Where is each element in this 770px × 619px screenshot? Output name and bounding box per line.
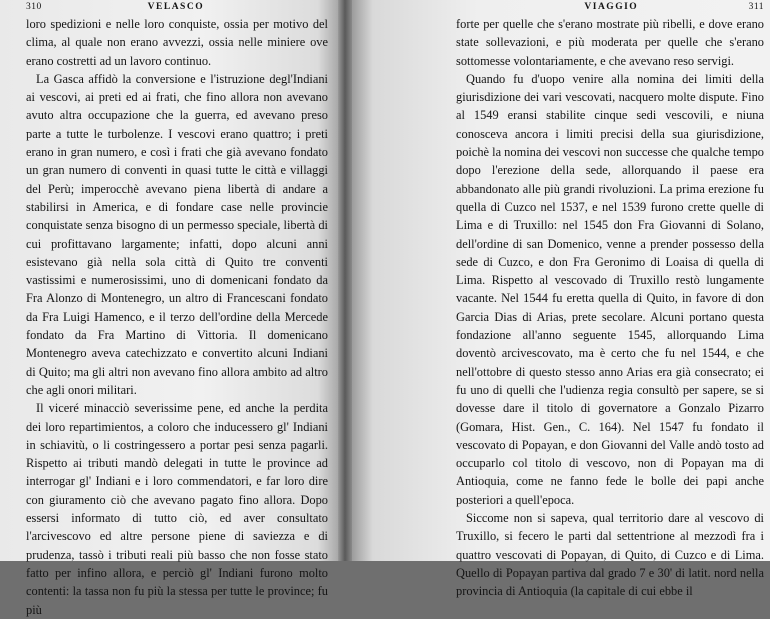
running-title: VIAGGIO	[584, 2, 639, 12]
right-page	[352, 0, 770, 599]
paragraph: Il viceré minacciò severissime pene, ed anche la perdita dei loro repartimientos, a coloro che inducessero gl' Indiani in schiavitù, o li costringessero a portar pesi senza pagarli. Rispetto ai tributi mandò delegati in tutte le province ad interrogar gl' Indiani e i loro commendatori, e far loro dire con giuramento ciò che avevano pagato fino allora. Dopo essersi informato di tutto ciò, ed aver consultato l'arcivescovo ed altre persone piene di saviezza e di prudenza, tassò i tributi reali più basso che non fosse stato fatto per infino allora, e perciò gl' Indiani furono molto contenti: la tassa non fu più la stessa per tutte le province; fu più	[26, 401, 328, 617]
paragraph: loro spedizioni e nelle loro conquiste, ossia per motivo del clima, al quale non erano avvezzi, ossia nelle miniere ove erano costretti ad un lavoro continuo.	[26, 17, 328, 68]
paragraph: Quando fu d'uopo venire alla nomina dei limiti della giurisdizione dei vari vescovati, nacquero molte dispute. Fino al 1549 eransi stabilite cinque sedi vescovili, e niuna conosceva ancora i limiti precisi della sua giurisdizione, poichè la nomina dei vescovi non successe che qualche tempo dopo l'erezione della sede, allorquando il paese era abbandonato alle più grandi rivoluzioni. La prima erezione fu quella di Cuzco nel 1537, e nel 1539 furono crette quelle di Lima e di Truxillo: nel 1545 don Fra Giovanni di Solano, dell'ordine di san Domenico, venne a prender possesso della sede di Cuzco, e don Fra Geronimo di Loaisa di quella di Lima. Rispetto al vescovado di Truxillo restò lungamente vacante. Nel 1544 fu eretta quella di Quito, in favore di don Garcia Dias di Arias, prete secolare. Alcuni portano questa fondazione all'anno seguente 1545, allorquando Lima doventò arcivescovato, ma è certo che fu nel 1544, e che nell'ottobre di questo stesso anno Arias era già consecrato; ei fu uno di quelli che l'udienza regia consultò per sapere, se si dovesse dare il titolo di governatore a Gonzalo Pizarro (Gomara, Hist. Gen., C. 164). Nel 1547 fu fondato il vescovato di Popayan, e don Giovanni del Valle andò tosto ad occuparlo col titolo di vescovo, non di Popayan ma di Antioquia, come ne fanno fede le bolle dei papi anche posteriori a quell'epoca.	[456, 71, 764, 507]
paragraph: Siccome non si sapeva, qual territorio dare al vescovo di Truxillo, si fecero le parti dal settentrione al mezzodì fra i quattro vescovati di Popayan, di Quito, di Cuzco e di Lima. Quello di Popayan partiva dal grado 7 e 30' di latit. nord nella provincia di Antioquia (la capitale di cui ebbe il	[456, 511, 764, 599]
running-title: VELASCO	[147, 2, 205, 12]
page-number: 311	[748, 2, 764, 12]
paragraph: forte per quelle che s'erano mostrate più ribelli, e dove erano state sollevazioni, e più moderata per quelle che s'erano sottomesse volontariamente, e che avevano reso servigi.	[456, 17, 764, 68]
book-gutter	[338, 0, 352, 561]
page-number: 310	[26, 2, 42, 12]
left-page	[0, 0, 338, 617]
right-page-header	[456, 2, 764, 15]
right-page-text	[456, 15, 764, 601]
left-page-header	[26, 2, 328, 15]
paragraph: La Gasca affidò la conversione e l'istruzione degl'Indiani ai vescovi, ai preti ed ai frati, che fino allora non avevano avuto altra occupazione che la guerra, ed avevano preso parte a tutte le turbolenze. I vescovi erano quattro; i preti erano in gran numero, e così i frati che già avevano fondato un gran numero di conventi in quasi tutte le città e villaggi del Perù; imperocchè avevano piena libertà di andare a stabilirsi in America, e di fondare case nelle provincie conquistate senza bisogno di un permesso speciale, libertà di cui profittavano largamente; infatti, dopo alcuni anni esistevano già nella sola città di Quito tre conventi vastissimi e numerosissimi, uno di domenicani fondato da Fra Alonzo di Montenegro, un altro di Francescani fondato da Fra Luigi Hamenco, e il terzo dell'ordine della Mercede fondato da Fra Martino di Vittoria. Il domenicano Montenegro aveva catechizzato e convertito alcuni Indiani di Quito; ma gli altri non avevano fino allora ambito ad altro che agli onori militari.	[26, 71, 328, 397]
left-page-text	[26, 15, 328, 619]
